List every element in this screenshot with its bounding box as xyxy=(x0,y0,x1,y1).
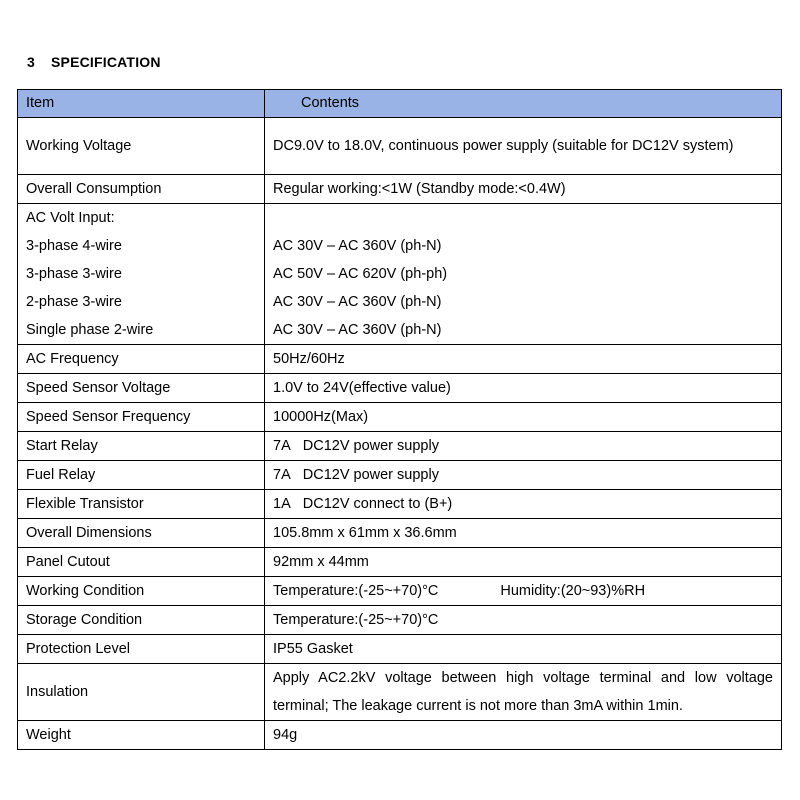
ac-volt-sub-value: AC 30V – AC 360V (ph-N) xyxy=(273,238,442,254)
row-label: Storage Condition xyxy=(18,606,265,635)
section-heading xyxy=(27,54,161,70)
relay-description: DC12V power supply xyxy=(302,438,439,454)
header-contents: Contents xyxy=(265,90,782,118)
table-row xyxy=(18,461,782,490)
row-value: DC9.0V to 18.0V, continuous power supply (suitable for DC12V system) xyxy=(265,118,782,175)
row-value: Apply AC2.2kV voltage between high voltage terminal and low voltage terminal; The leakage current is not more than 3mA within 1min. xyxy=(265,664,782,721)
row-label: Protection Level xyxy=(18,635,265,664)
row-value: 92mm x 44mm xyxy=(265,548,782,577)
row-label: Flexible Transistor xyxy=(18,490,265,519)
section-title: SPECIFICATION xyxy=(51,54,161,70)
relay-description: DC12V power supply xyxy=(302,467,439,483)
row-label: Weight xyxy=(18,721,265,750)
relay-rating: 7A xyxy=(273,438,291,454)
table-row xyxy=(18,490,782,519)
temperature-range: Temperature:(-25~+70)°C xyxy=(273,583,439,599)
row-value: 1.0V to 24V(effective value) xyxy=(265,374,782,403)
table-row xyxy=(18,548,782,577)
row-label: Working Condition xyxy=(18,577,265,606)
humidity-range: Humidity:(20~93)%RH xyxy=(500,583,646,599)
relay-rating: 7A xyxy=(273,467,291,483)
row-label: AC Frequency xyxy=(18,345,265,374)
row-label: Insulation xyxy=(18,664,265,721)
row-value: Temperature:(-25~+70)°C xyxy=(265,606,782,635)
transistor-description: DC12V connect to (B+) xyxy=(302,496,453,512)
row-value xyxy=(265,577,782,606)
transistor-rating: 1A xyxy=(273,496,291,512)
row-value: 10000Hz(Max) xyxy=(265,403,782,432)
table-row xyxy=(18,175,782,204)
ac-volt-sub-label: 2-phase 3-wire xyxy=(26,294,122,310)
section-number: 3 xyxy=(27,54,35,70)
specification-table xyxy=(17,89,782,750)
table-row xyxy=(18,374,782,403)
ac-volt-sub-label: Single phase 2-wire xyxy=(26,322,154,338)
row-value: 94g xyxy=(265,721,782,750)
row-label: Speed Sensor Frequency xyxy=(18,403,265,432)
table-row xyxy=(18,519,782,548)
ac-volt-input-label: AC Volt Input: xyxy=(26,210,115,226)
row-label-group xyxy=(18,204,265,345)
row-value xyxy=(265,461,782,490)
row-label: Fuel Relay xyxy=(18,461,265,490)
row-label: Speed Sensor Voltage xyxy=(18,374,265,403)
row-value xyxy=(265,432,782,461)
table-row xyxy=(18,577,782,606)
table-row xyxy=(18,721,782,750)
row-label: Start Relay xyxy=(18,432,265,461)
table-row xyxy=(18,635,782,664)
table-row xyxy=(18,345,782,374)
row-value: 105.8mm x 61mm x 36.6mm xyxy=(265,519,782,548)
row-label: Working Voltage xyxy=(18,118,265,175)
table-row xyxy=(18,403,782,432)
header-item: Item xyxy=(18,90,265,118)
row-value: Regular working:<1W (Standby mode:<0.4W) xyxy=(265,175,782,204)
row-label: Panel Cutout xyxy=(18,548,265,577)
row-label: Overall Dimensions xyxy=(18,519,265,548)
ac-volt-sub-label: 3-phase 4-wire xyxy=(26,238,122,254)
table-row xyxy=(18,606,782,635)
row-value-group xyxy=(265,204,782,345)
table-header-row xyxy=(18,90,782,118)
table-row xyxy=(18,432,782,461)
table-row xyxy=(18,664,782,721)
row-value: 50Hz/60Hz xyxy=(265,345,782,374)
table-row xyxy=(18,204,782,345)
ac-volt-sub-label: 3-phase 3-wire xyxy=(26,266,122,282)
row-label: Overall Consumption xyxy=(18,175,265,204)
ac-volt-sub-value: AC 30V – AC 360V (ph-N) xyxy=(273,294,442,310)
row-value: IP55 Gasket xyxy=(265,635,782,664)
ac-volt-sub-value: AC 50V – AC 620V (ph-ph) xyxy=(273,266,448,282)
ac-volt-sub-value: AC 30V – AC 360V (ph-N) xyxy=(273,322,442,338)
row-value xyxy=(265,490,782,519)
table-row xyxy=(18,118,782,175)
